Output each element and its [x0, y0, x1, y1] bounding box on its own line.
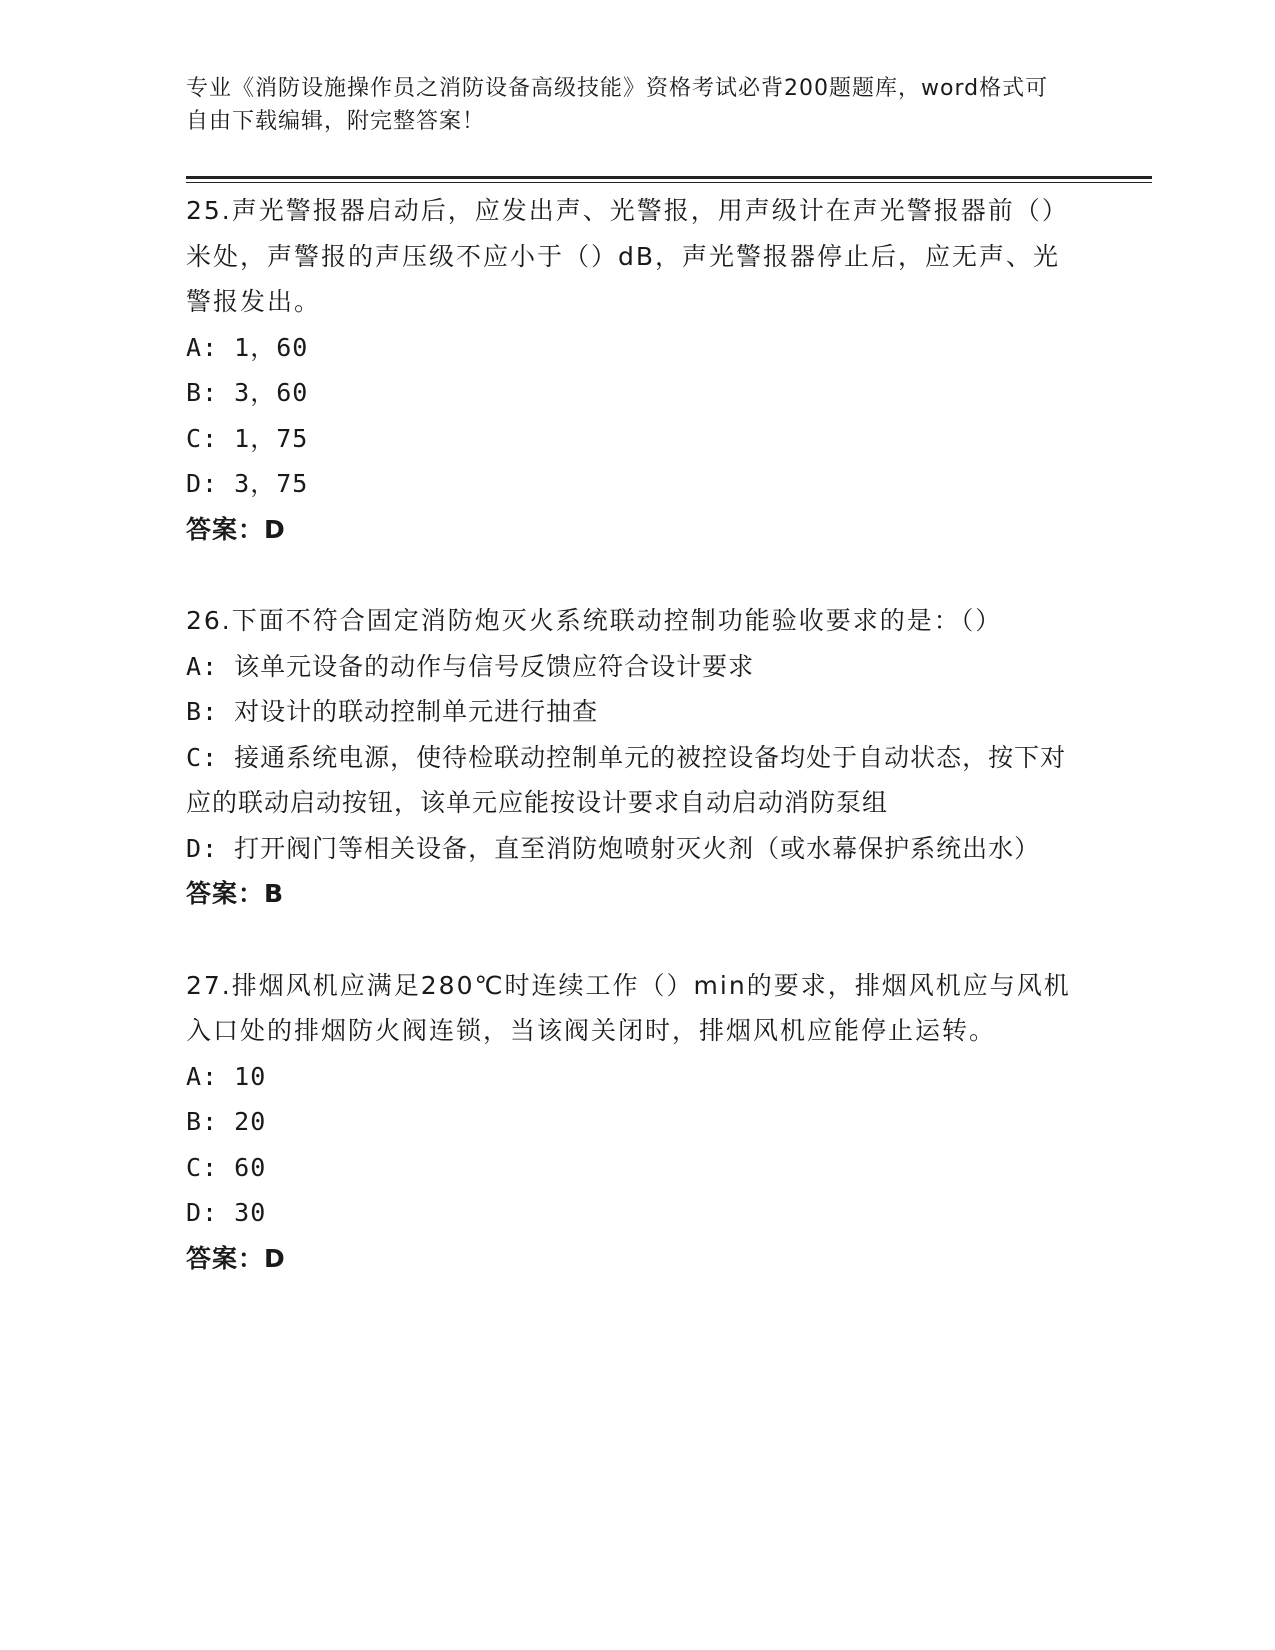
option-b: B: 20 [186, 1107, 267, 1136]
option-d: D: 30 [186, 1198, 267, 1227]
answer-line: 答案：B [186, 879, 285, 908]
option-b: B: 对设计的联动控制单元进行抽查 [186, 697, 599, 726]
header-rule-thin [186, 182, 1152, 183]
question-27 [186, 963, 1086, 1282]
header-rule-thick [186, 176, 1152, 179]
option-b: B: 3，60 [186, 378, 309, 407]
answer-line: 答案：D [186, 1243, 286, 1273]
question-list [186, 188, 1086, 1327]
option-d: D: 3，75 [186, 469, 309, 498]
question-stem: 26.下面不符合固定消防炮灭火系统联动控制功能验收要求的是：（） [186, 606, 1003, 635]
option-a: A: 1，60 [186, 332, 309, 362]
option-a: A: 10 [186, 1061, 267, 1091]
option-a: A: 该单元设备的动作与信号反馈应符合设计要求 [186, 651, 755, 681]
question-stem: 27.排烟风机应满足280℃时连续工作（）min的要求，排烟风机应与风机入口处的排烟防火阀连锁，当该阀关闭时，排烟风机应能停止运转。 [186, 970, 1071, 1045]
question-25 [186, 188, 1086, 552]
option-c: C: 60 [186, 1152, 267, 1182]
option-d: D: 打开阀门等相关设备，直至消防炮喷射灭火剂（或水幕保护系统出水） [186, 833, 1041, 863]
option-c: C: 1，75 [186, 423, 309, 453]
answer-line: 答案：D [186, 514, 286, 544]
question-stem: 25.声光警报器启动后，应发出声、光警报，用声级计在声光警报器前（）米处，声警报的声压级不应小于（）dB，声光警报器停止后，应无声、光警报发出。 [186, 196, 1069, 316]
option-c: C: 接通系统电源，使待检联动控制单元的被控设备均处于自动状态，按下对应的联动启动按钮，该单元应能按设计要求自动启动消防泵组 [186, 742, 1067, 817]
document-header: 专业《消防设施操作员之消防设备高级技能》资格考试必背200题题库，word格式可自由下载编辑，附完整答案！ [186, 76, 1049, 134]
question-26 [186, 598, 1086, 917]
